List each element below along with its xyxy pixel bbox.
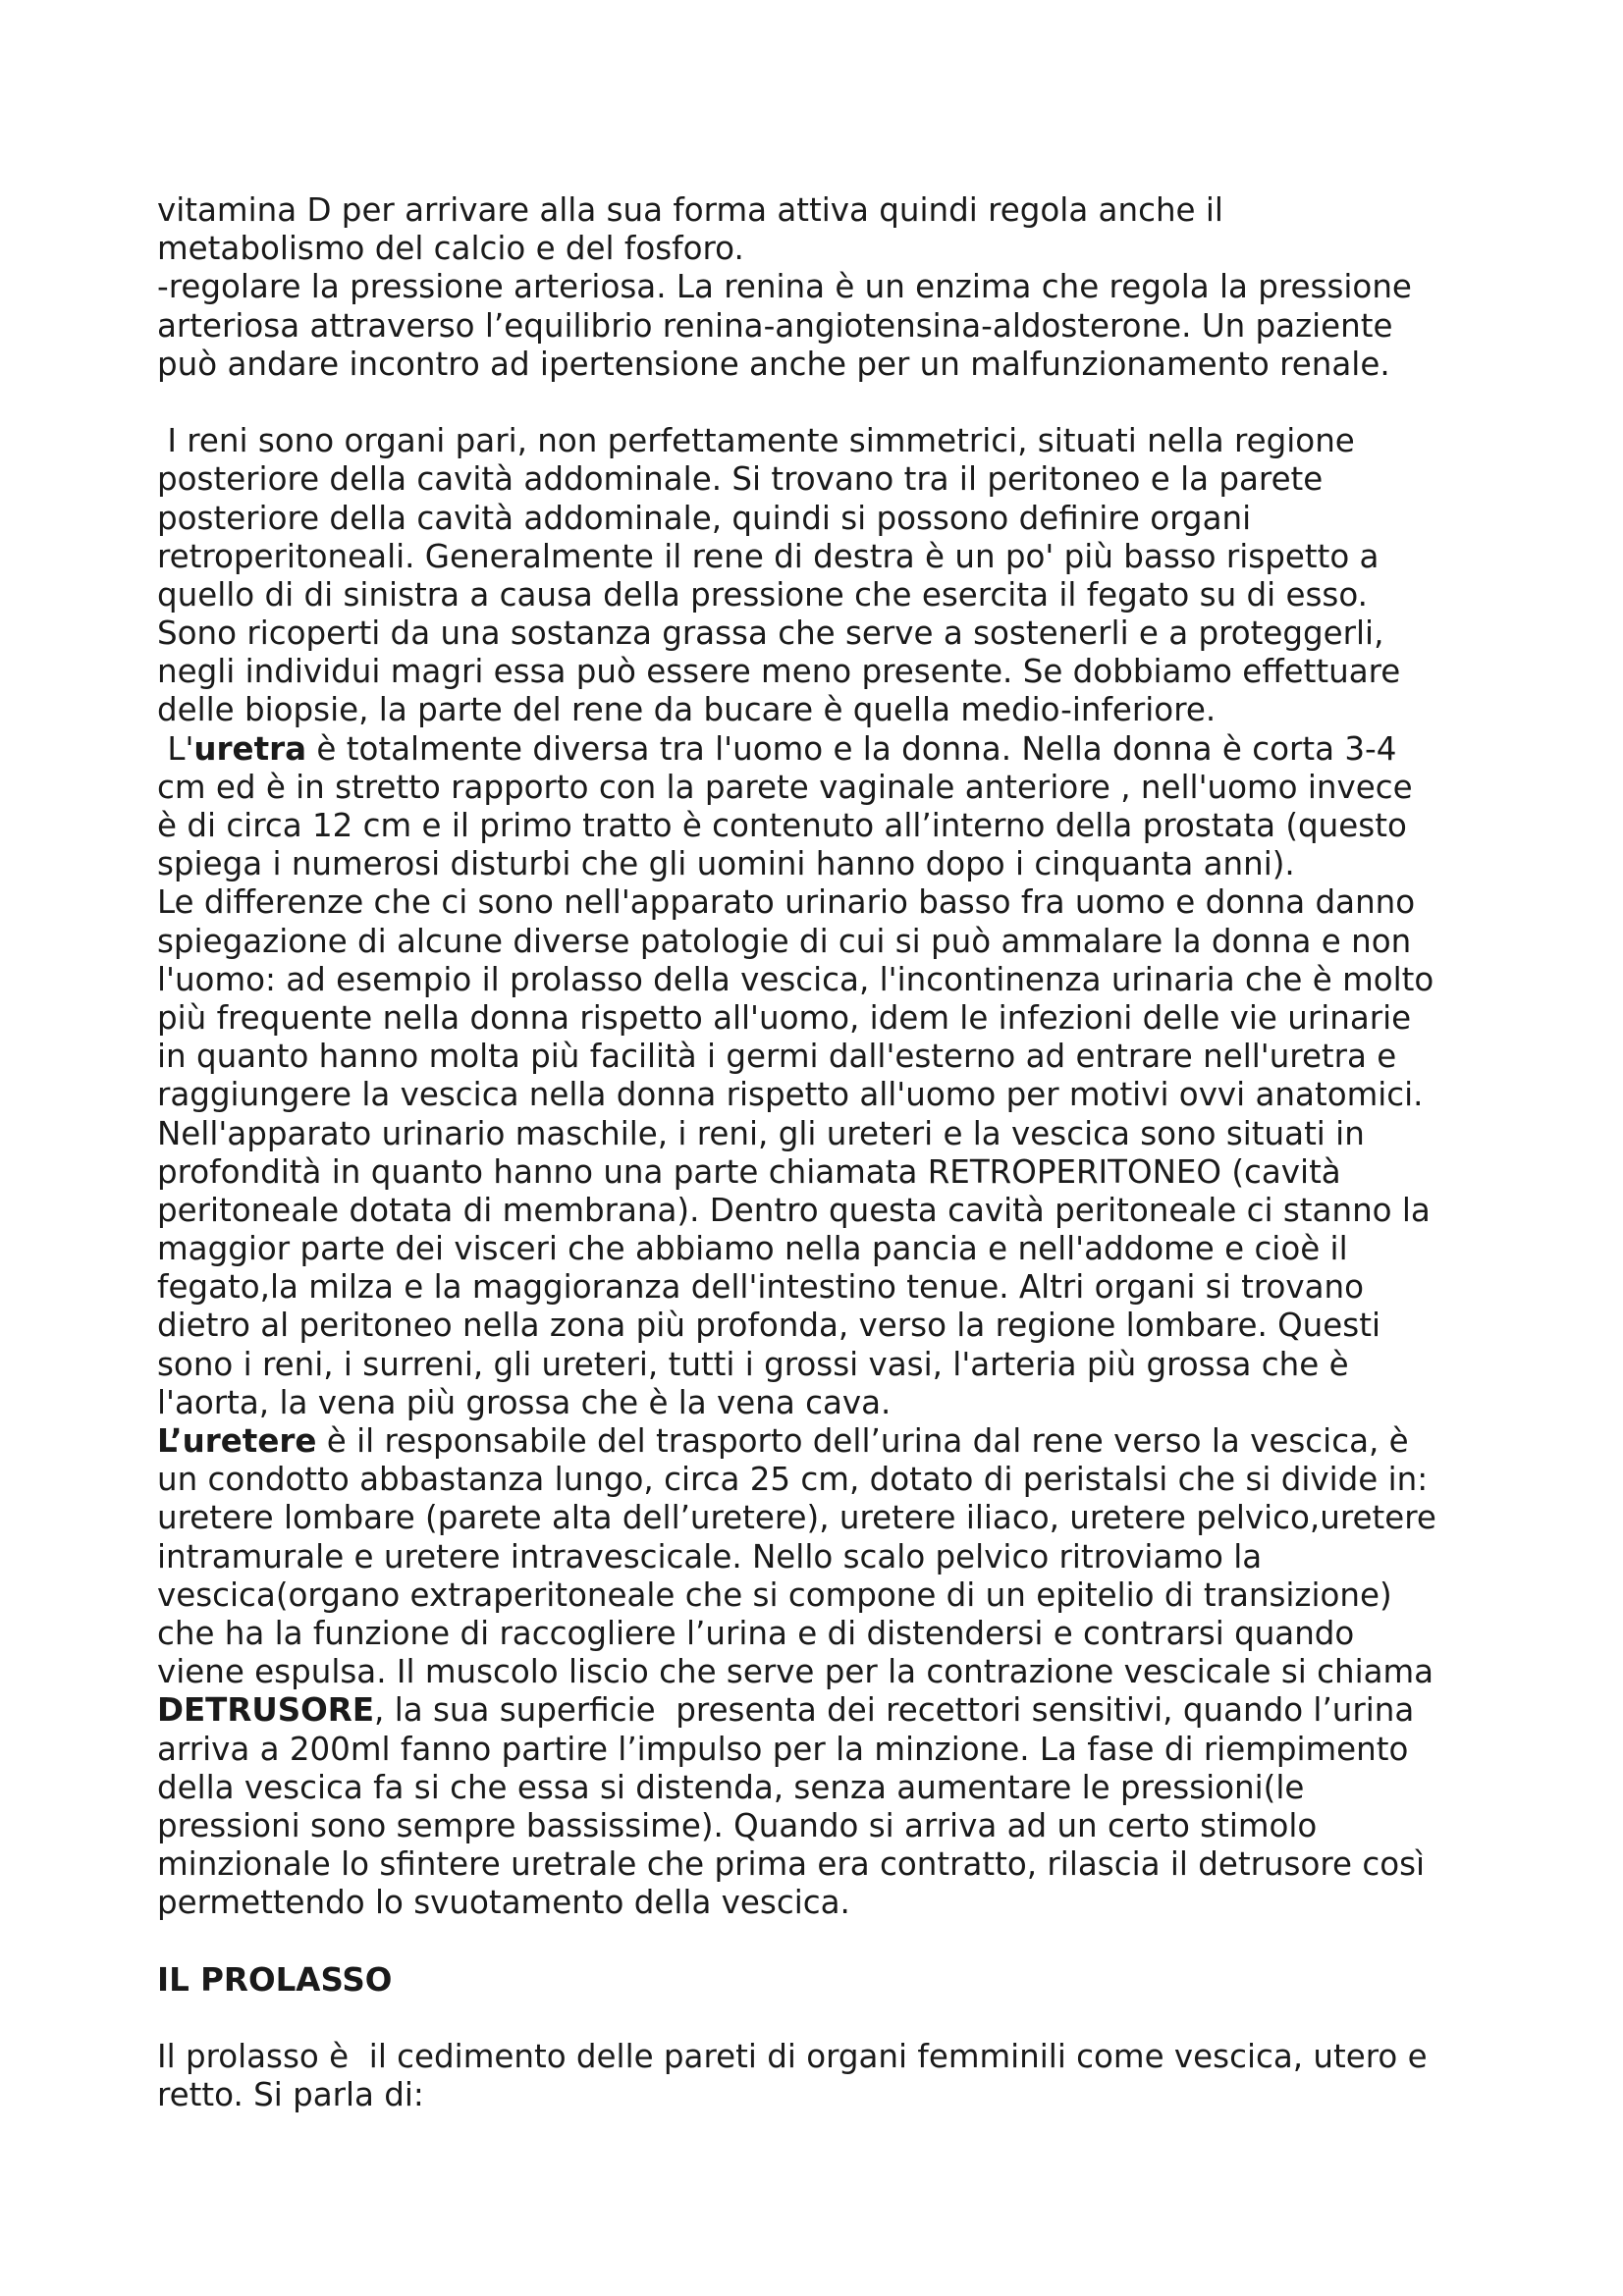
text-prefix: L' [157,729,194,768]
text-line: I reni sono organi pari, non perfettamente simmetrici, situati nella regione [157,422,1355,460]
text-line: viene espulsa. Il muscolo liscio che serve per la contrazione vescicale si chiama [157,1653,1434,1691]
text-line: negli individui magri essa può essere meno presente. Se dobbiamo effettuare [157,653,1401,691]
text-line: può andare incontro ad ipertensione anche per un malfunzionamento renale. [157,345,1390,383]
text-line: Nell'apparato urinario maschile, i reni, gli ureteri e la vescica sono situati in [157,1114,1365,1152]
text-line: delle biopsie, la parte del rene da bucare è quella medio-inferiore. [157,691,1217,729]
text-line: peritoneale dotata di membrana). Dentro questa cavità peritoneale ci stanno la [157,1191,1431,1229]
paragraph-uretra [157,730,1532,1422]
text-line: uretere lombare (parete alta dell’uretere), uretere iliaco, uretere pelvico,uretere [157,1499,1436,1537]
text-line: -regolare la pressione arteriosa. La renina è un enzima che regola la pressione [157,268,1412,306]
term-detrusore: DETRUSORE [157,1691,375,1730]
text-line: cm ed è in stretto rapporto con la parete vaginale anteriore , nell'uomo invece [157,768,1413,806]
term-uretere: L’uretere [157,1422,317,1460]
text-rest: è il responsabile del trasporto dell’urina dal rene verso la vescica, è [316,1422,1409,1460]
text-line: che ha la funzione di raccogliere l’urina e di distendersi e contrarsi quando [157,1614,1355,1652]
text-line: retroperitoneali. Generalmente il rene di destra è un po' più basso rispetto a [157,537,1380,575]
term-uretra: uretra [193,729,307,768]
text-line: spiega i numerosi disturbi che gli uomini hanno dopo i cinquanta anni). [157,845,1295,883]
text-line: Sono ricoperti da una sostanza grassa che serve a sostenerli e a proteggerli, [157,614,1384,653]
text-line: l'uomo: ad esempio il prolasso della vescica, l'incontinenza urinaria che è molto [157,960,1434,998]
text-line: metabolismo del calcio e del fosforo. [157,230,744,268]
paragraph-spacer [157,384,1532,422]
paragraph-spacer [157,2000,1532,2038]
text-rest: , la sua superficie presenta dei recettori sensitivi, quando l’urina [374,1691,1415,1730]
paragraph-uretere [157,1422,1532,1922]
text-line: un condotto abbastanza lungo, circa 25 cm, dotato di peristalsi che si divide in: [157,1461,1429,1499]
text-line: in quanto hanno molta più facilità i germi dall'esterno ad entrare nell'uretra e [157,1038,1397,1076]
text-line: della vescica fa si che essa si distenda, senza aumentare le pressioni(le [157,1768,1305,1806]
text-line: intramurale e uretere intravescicale. Nello scalo pelvico ritroviamo la [157,1537,1263,1575]
text-rest: è totalmente diversa tra l'uomo e la donna. Nella donna è corta 3-4 [306,729,1397,768]
text-line-uretere [157,1422,1532,1461]
text-line: raggiungere la vescica nella donna rispetto all'uomo per motivi ovvi anatomici. [157,1076,1424,1114]
text-line: posteriore della cavità addominale, quindi si possono definire organi [157,499,1252,537]
text-line: sono i reni, i surreni, gli ureteri, tutti i grossi vasi, l'arteria più grossa che è [157,1345,1349,1383]
text-line: spiegazione di alcune diverse patologie di cui si può ammalare la donna e non [157,922,1412,960]
text-line: l'aorta, la vena più grossa che è la vena cava. [157,1383,892,1421]
text-line: posteriore della cavità addominale. Si trovano tra il peritoneo e la parete [157,460,1324,499]
text-line: profondità in quanto hanno una parte chiamata RETROPERITONEO (cavità [157,1152,1341,1191]
text-line: maggior parte dei visceri che abbiamo nella pancia e nell'addome e cioè il [157,1230,1348,1268]
paragraph-spacer [157,1922,1532,1960]
paragraph-vitamin-pressure [157,191,1532,384]
text-line: pressioni sono sempre bassissime). Quando si arriva ad un certo stimolo [157,1806,1318,1844]
text-line: arteriosa attraverso l’equilibrio renina-angiotensina-aldosterone. Un paziente [157,306,1393,345]
text-line: è di circa 12 cm e il primo tratto è contenuto all’interno della prostata (questo [157,807,1407,844]
document-page [157,191,1532,2114]
text-line: vescica(organo extraperitoneale che si compone di un epitelio di transizione) [157,1575,1392,1614]
text-line: Le differenze che ci sono nell'apparato urinario basso fra uomo e donna danno [157,883,1416,922]
text-line: Il prolasso è il cedimento delle pareti di organi femminili come vescica, utero e [157,2038,1428,2075]
text-line: permettendo lo svuotamento della vescica. [157,1884,850,1922]
text-line: quello di di sinistra a causa della pressione che esercita il fegato su di esso. [157,575,1369,614]
text-line-uretra [157,730,1532,769]
text-line: dietro al peritoneo nella zona più profonda, verso la regione lombare. Questi [157,1307,1380,1345]
text-line: retto. Si parla di: [157,2076,424,2114]
text-line-detrusore [157,1691,1532,1730]
text-line: vitamina D per arrivare alla sua forma attiva quindi regola anche il [157,191,1223,229]
text-line: fegato,la milza e la maggioranza dell'intestino tenue. Altri organi si trovano [157,1268,1364,1307]
text-line: minzionale lo sfintere uretrale che prima era contratto, rilascia il detrusore così [157,1845,1426,1884]
paragraph-reni [157,422,1532,730]
text-line: più frequente nella donna rispetto all'uomo, idem le infezioni delle vie urinarie [157,998,1412,1037]
paragraph-prolasso [157,2038,1532,2114]
section-heading-prolasso: IL PROLASSO [157,1960,393,1999]
text-line: arriva a 200ml fanno partire l’impulso per la minzione. La fase di riempimento [157,1730,1409,1768]
